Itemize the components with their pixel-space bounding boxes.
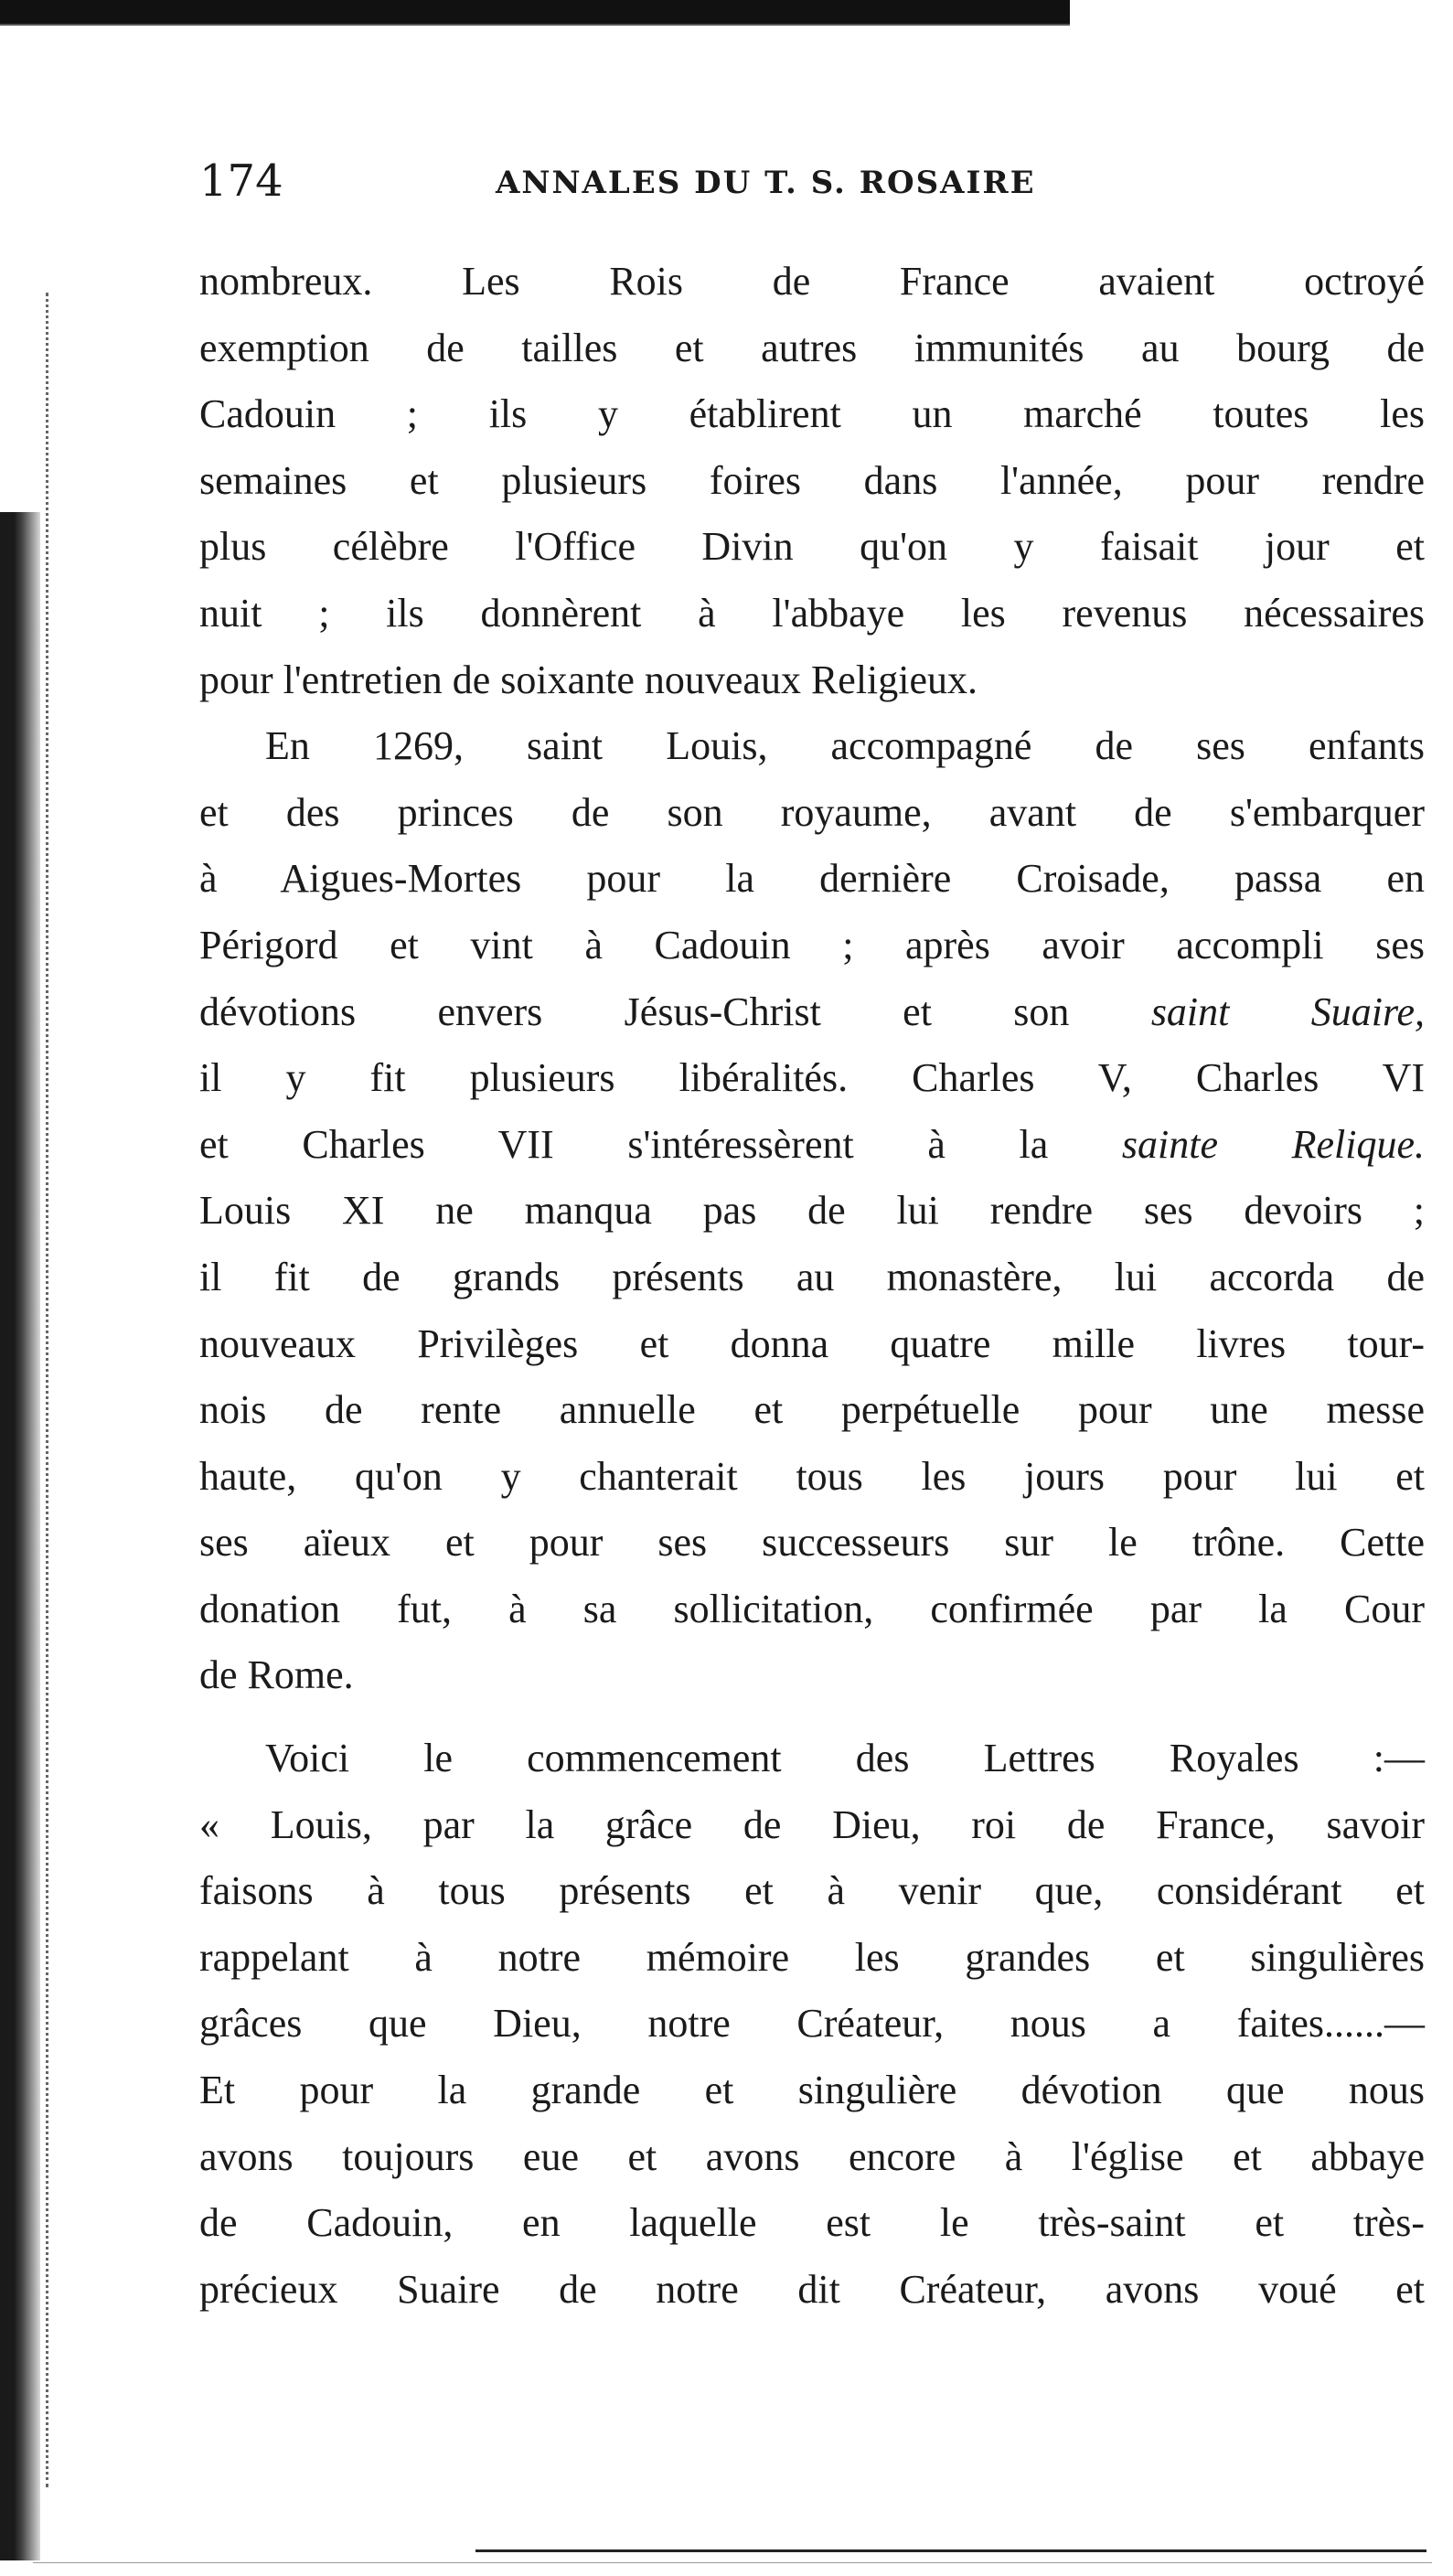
text-line: donation fut, à sa sollicitation, confirmée par la Cour <box>199 1586 1425 1631</box>
text-line: grâces que Dieu, notre Créateur, nous a faites......— <box>199 2001 1425 2047</box>
italic-segment: saint Suaire, <box>1150 989 1426 1034</box>
text-line: ses aïeux et pour ses successeurs sur le trône. Cette <box>199 1520 1425 1566</box>
italic-segment: sainte Relique. <box>1121 1121 1425 1167</box>
text-line: Cadouin ; ils y établirent un marché toutes les <box>199 391 1425 437</box>
bottom-border-rule <box>475 2549 1426 2552</box>
text-line: « Louis, par la grâce de Dieu, roi de France, savoir <box>199 1801 1425 1847</box>
running-title: ANNALES DU T. S. ROSAIRE <box>496 165 1036 201</box>
top-border-rule <box>0 0 1070 24</box>
running-head <box>199 154 1425 208</box>
text-line: exemption de tailles et autres immunités au bourg de <box>199 325 1425 370</box>
text-line-with-italic <box>199 979 1425 1046</box>
text-line: de Cadouin, en laquelle est le très-saint et très- <box>199 2200 1425 2246</box>
paragraph-2 <box>199 713 1425 1709</box>
text-line: faisons à tous présents et à venir que, considérant et <box>199 1868 1425 1914</box>
text-line: plus célèbre l'Office Divin qu'on y faisait jour et <box>199 524 1425 570</box>
binding-dots <box>46 293 52 2487</box>
text-line: à Aigues-Mortes pour la dernière Croisade, passa en <box>199 856 1425 902</box>
binding-shadow <box>0 512 40 2560</box>
paragraph-1 <box>199 249 1425 713</box>
text-line: En 1269, saint Louis, accompagné de ses enfants <box>265 723 1425 769</box>
text-line: Et pour la grande et singulière dévotion que nous <box>199 2068 1425 2113</box>
page-number: 174 <box>199 155 283 207</box>
body-text <box>199 249 1425 2323</box>
text-line: Voici le commencement des Lettres Royales :— <box>265 1736 1425 1781</box>
text-line: de Rome. <box>199 1652 354 1698</box>
text-line: Périgord et vint à Cadouin ; après avoir accompli ses <box>199 922 1425 967</box>
text-line: semaines et plusieurs foires dans l'année, pour rendre <box>199 457 1425 503</box>
text-line: nombreux. Les Rois de France avaient octroyé <box>199 259 1425 304</box>
text-line: précieux Suaire de notre dit Créateur, avons voué et <box>199 2266 1425 2312</box>
text-line: il fit de grands présents au monastère, lui accorda de <box>199 1254 1425 1299</box>
top-border-thin-rule <box>0 24 1070 26</box>
paragraph-3 <box>199 1726 1425 2323</box>
text-line: avons toujours eue et avons encore à l'église et abbaye <box>199 2133 1425 2179</box>
text-line: pour l'entretien de soixante nouveaux Religieux. <box>199 657 978 702</box>
text-line: nuit ; ils donnèrent à l'abbaye les revenus nécessaires <box>199 590 1425 636</box>
text-line: rappelant à notre mémoire les grandes et singulières <box>199 1934 1425 1980</box>
text-segment: dévotions envers Jésus-Christ et son <box>199 989 1070 1034</box>
text-line: Louis XI ne manqua pas de lui rendre ses devoirs ; <box>199 1188 1425 1234</box>
text-line: et des princes de son royaume, avant de s'embarquer <box>199 789 1425 835</box>
text-line: il y fit plusieurs libéralités. Charles V, Charles VI <box>199 1055 1425 1101</box>
text-segment: et Charles VII s'intéressèrent à la <box>199 1121 1049 1167</box>
text-line: nouveaux Privilèges et donna quatre mille livres tour- <box>199 1320 1425 1366</box>
text-line-with-italic <box>199 1112 1425 1179</box>
text-line: nois de rente annuelle et perpétuelle pour une messe <box>199 1387 1425 1433</box>
text-line: haute, qu'on y chanterait tous les jours pour lui et <box>199 1453 1425 1499</box>
bottom-border-thin-rule <box>33 2562 1432 2563</box>
